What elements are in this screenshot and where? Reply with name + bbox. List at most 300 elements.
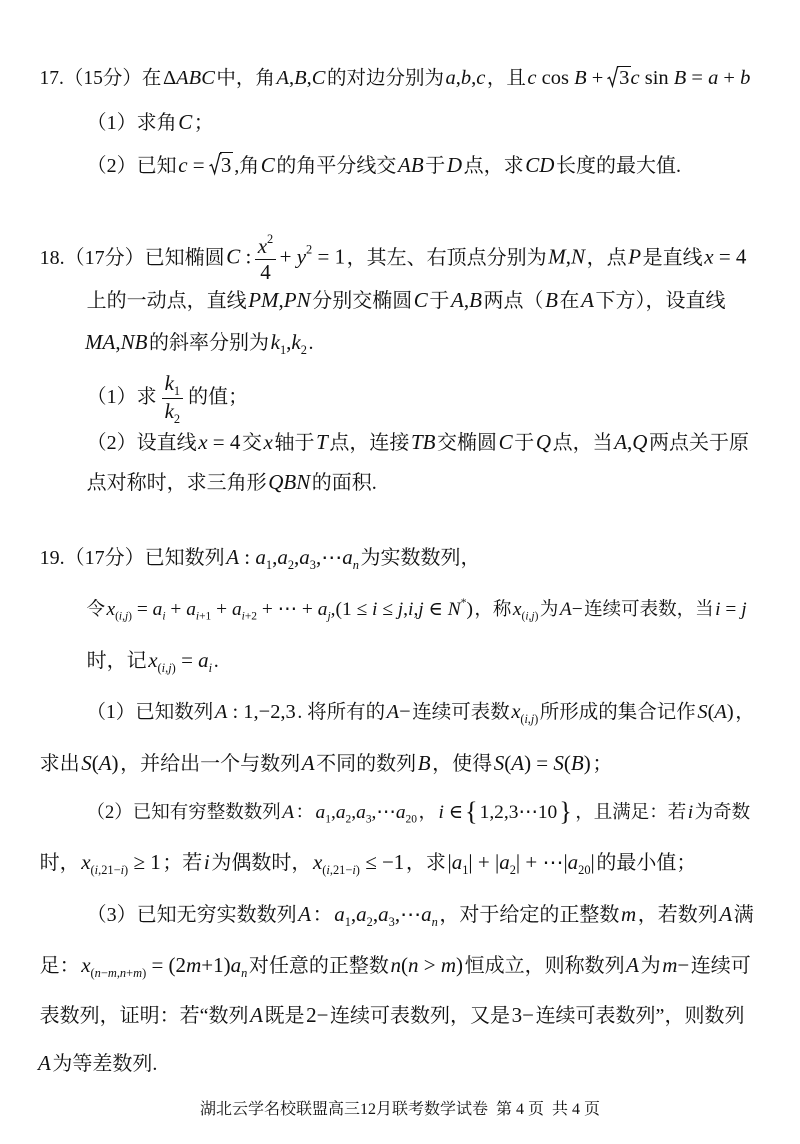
math-variable: n — [352, 557, 359, 572]
math-symbol: ,(1 ≤ — [330, 599, 372, 620]
math-symbol: , — [165, 660, 169, 675]
math-expression — [591, 850, 595, 874]
math-symbol: + — [211, 599, 232, 620]
text-run: ， — [418, 803, 437, 823]
math-symbol: − — [100, 965, 108, 980]
text-run: 求出 — [39, 753, 80, 775]
text-run: 所形成的集合记作 — [539, 702, 696, 723]
math-symbol: ( — [322, 862, 327, 877]
math-variable: j — [168, 660, 172, 675]
math-variable: B — [574, 67, 587, 89]
text-run: ；若 — [162, 852, 203, 874]
math-variable: C — [178, 110, 193, 134]
text-run: ，且 — [486, 68, 526, 89]
square-root — [607, 66, 630, 91]
math-expression — [312, 245, 345, 269]
math-symbol: > — [418, 953, 441, 977]
math-expression — [85, 330, 147, 354]
math-variable: B — [410, 153, 424, 177]
math-variable: j — [124, 610, 129, 623]
math-symbol: : — [240, 244, 252, 269]
math-symbol: 2 — [300, 342, 307, 357]
math-variable: j — [418, 599, 424, 620]
math-expression — [499, 430, 513, 454]
math-symbol: , — [627, 430, 633, 454]
math-variable: c — [178, 153, 188, 177]
math-symbol: 1 — [265, 557, 273, 572]
math-variable: S — [553, 751, 564, 775]
math-expression — [316, 430, 328, 454]
math-variable: A — [176, 67, 189, 89]
q19-part-3-line-1 — [85, 894, 762, 934]
subscript — [174, 384, 180, 398]
q17-part-1 — [85, 102, 762, 142]
math-variable: i — [408, 599, 414, 620]
q18-stem-line-3 — [85, 322, 762, 362]
math-expression — [525, 153, 554, 177]
math-variable: A — [298, 902, 312, 926]
text-run: （1）求 — [86, 386, 157, 409]
text-run: 足： — [39, 955, 80, 977]
text-run: 不同的数列 — [316, 753, 417, 775]
math-symbol: = — [686, 67, 709, 89]
text-run: 于 — [425, 155, 446, 177]
math-symbol: , — [455, 67, 461, 89]
math-symbol: 20 — [405, 813, 417, 826]
math-variable: x — [312, 850, 323, 874]
math-variable: a — [499, 850, 510, 874]
math-variable: i — [162, 610, 166, 623]
math-expression — [215, 701, 296, 723]
math-symbol: = 4 — [713, 244, 747, 269]
math-expression — [316, 545, 353, 569]
q19-part-1-line-1 — [85, 692, 762, 732]
math-variable: N — [571, 244, 586, 269]
math-symbol: − — [571, 599, 583, 620]
math-variable: a — [255, 545, 266, 569]
math-variable: i — [352, 862, 356, 877]
math-expression — [621, 902, 636, 926]
math-symbol: 1,2,3⋯10 — [479, 802, 558, 823]
math-symbol: , — [471, 67, 477, 89]
math-symbol: : 1,−2,3 — [227, 701, 296, 723]
math-symbol: | + ⋯| — [515, 850, 568, 874]
math-symbol: ( — [400, 953, 408, 977]
math-symbol: ) — [128, 610, 132, 623]
text-run: 为 — [640, 955, 661, 977]
math-expression — [446, 67, 486, 89]
math-symbol: ( — [91, 751, 99, 775]
math-variable: i — [372, 599, 378, 620]
math-variable: a — [198, 648, 209, 672]
q17-stem-line-1 — [38, 58, 762, 98]
math-variable: x — [512, 599, 522, 620]
math-expression — [560, 599, 583, 620]
set-brace: { — [465, 797, 478, 827]
math-expression — [626, 953, 639, 977]
math-symbol: = 1 — [312, 244, 346, 269]
text-run: ； — [592, 753, 613, 775]
math-expression — [536, 430, 551, 454]
math-expression — [178, 110, 192, 134]
math-variable: A — [626, 953, 639, 977]
math-variable: k — [291, 330, 301, 354]
text-run: ； — [193, 112, 214, 134]
text-run: ，且满足：若 — [575, 803, 687, 823]
math-variable: m — [133, 965, 143, 980]
math-variable: i — [241, 610, 245, 623]
math-symbol: ) — [534, 610, 539, 623]
subscript — [158, 661, 176, 675]
q19-part-1-line-2 — [38, 743, 762, 783]
math-variable: A — [214, 701, 228, 723]
math-symbol: ,⋯ — [315, 545, 343, 569]
q19-part-3-line-2 — [38, 945, 762, 985]
math-variable: a — [186, 599, 196, 620]
text-run: （3）已知无穷实数数列 — [86, 904, 297, 926]
math-symbol: 3− — [511, 1003, 534, 1027]
text-run: 两点关于原 — [649, 432, 750, 454]
math-symbol: ) — [583, 751, 591, 775]
math-symbol: 1 — [462, 862, 469, 877]
math-variable: D — [446, 153, 463, 177]
math-variable: a — [299, 545, 310, 569]
math-variable: i — [203, 850, 210, 874]
q19-part-2-line-1 — [85, 793, 762, 833]
subscript — [432, 915, 438, 929]
math-variable: A — [614, 430, 628, 454]
text-run: 长度的最大值. — [555, 155, 681, 177]
math-variable: i — [687, 802, 694, 823]
math-symbol: 1 — [344, 914, 351, 929]
math-symbol: * — [460, 596, 467, 609]
math-variable: i — [715, 599, 721, 620]
text-run: 于 — [514, 432, 535, 454]
math-expression — [334, 902, 345, 926]
math-variable: A — [581, 288, 594, 312]
math-expression — [390, 953, 463, 977]
text-run: 表数列，证明：若“数列 — [39, 1005, 249, 1027]
text-run: . 将所有的 — [297, 702, 386, 723]
radical-sign — [607, 66, 619, 88]
math-variable: S — [697, 701, 708, 723]
math-variable: a — [277, 545, 288, 569]
math-expression — [398, 153, 424, 177]
math-variable: i — [118, 610, 123, 623]
math-variable: n — [390, 953, 401, 977]
math-expression — [331, 599, 461, 620]
q19-stem-line-3 — [85, 640, 762, 680]
math-variable: a — [315, 802, 326, 823]
math-variable: k — [270, 330, 280, 354]
math-expression — [264, 430, 273, 454]
math-variable: m — [107, 965, 117, 980]
math-symbol: ≥ 1 — [128, 850, 161, 874]
math-function: sin — [644, 67, 669, 89]
text-run: 点对称时，求三角形 — [86, 472, 267, 494]
math-variable: n — [119, 965, 127, 980]
math-variable: A — [250, 1003, 263, 1027]
math-symbol: ( — [563, 751, 571, 775]
math-expression — [81, 953, 90, 977]
math-expression — [468, 850, 509, 874]
math-expression — [480, 802, 558, 823]
math-symbol: | — [590, 850, 595, 874]
math-symbol: = — [720, 599, 742, 620]
math-symbol: , — [403, 599, 409, 620]
text-run: （1）求角 — [86, 112, 177, 134]
q18-part-1 — [85, 371, 762, 427]
math-expression — [298, 902, 311, 926]
math-variable: M — [548, 244, 566, 269]
math-expression — [527, 67, 603, 89]
math-expression — [250, 1003, 263, 1027]
math-variable: a — [451, 850, 463, 874]
text-run: 连续可表数 — [412, 702, 510, 723]
math-symbol: 4 — [260, 260, 271, 285]
math-variable: Q — [268, 470, 284, 494]
math-expression — [294, 545, 310, 569]
math-symbol: 1 — [279, 342, 287, 357]
text-run: 是直线 — [642, 246, 703, 269]
math-expression — [688, 802, 693, 823]
math-expression — [447, 153, 462, 177]
math-expression — [513, 599, 522, 620]
math-expression — [163, 67, 215, 89]
math-variable: i — [195, 610, 200, 623]
math-symbol: ) — [111, 751, 119, 775]
math-expression — [302, 751, 315, 775]
text-run: 的最小值； — [596, 852, 697, 874]
text-run: ，点 — [586, 246, 627, 269]
math-variable: j — [530, 711, 535, 726]
math-variable: b — [740, 67, 751, 89]
math-variable: m — [186, 953, 202, 977]
math-expression — [697, 701, 733, 723]
math-symbol: 1 — [325, 813, 331, 826]
math-expression — [581, 288, 594, 312]
math-symbol: 2 — [267, 232, 274, 246]
math-symbol: ∈ — [423, 599, 448, 620]
math-symbol: , — [278, 288, 284, 312]
math-variable: C — [525, 153, 540, 177]
math-variable: B — [469, 288, 482, 312]
text-run: ，称 — [474, 600, 512, 620]
math-variable: i — [120, 862, 125, 877]
math-variable: T — [410, 430, 423, 454]
math-variable: a — [342, 545, 353, 569]
fraction-numerator — [255, 233, 275, 258]
math-expression — [373, 902, 389, 926]
math-expression — [662, 953, 689, 977]
math-expression — [81, 751, 118, 775]
math-symbol: ) — [124, 862, 129, 877]
math-variable: B — [545, 288, 558, 312]
math-variable: a — [378, 902, 389, 926]
math-symbol: ) — [355, 862, 360, 877]
math-expression — [128, 850, 161, 874]
math-symbol: , — [288, 67, 295, 89]
math-expression — [38, 1051, 51, 1075]
math-symbol: ( — [157, 660, 162, 675]
math-expression — [166, 599, 196, 620]
math-symbol: ,21− — [329, 862, 353, 877]
math-symbol: = — [175, 648, 199, 672]
math-symbol: ) — [455, 953, 463, 977]
text-run: ，对于给定的正整数 — [439, 904, 620, 926]
math-symbol: , — [528, 610, 532, 623]
math-variable: T — [316, 430, 328, 454]
math-symbol: ) — [142, 965, 147, 980]
q19-stem-line-2 — [85, 590, 762, 630]
math-function: cos — [541, 67, 569, 89]
math-symbol: ,21− — [98, 862, 121, 877]
math-symbol: ) = — [524, 751, 554, 775]
text-run: （2）已知有穷整数数列 — [86, 803, 281, 823]
math-symbol: − — [677, 953, 690, 977]
math-expression — [387, 701, 411, 723]
subscript — [406, 814, 417, 826]
math-expression — [516, 850, 578, 874]
math-expression — [438, 802, 463, 823]
math-symbol: , — [122, 610, 125, 623]
math-variable: x — [81, 953, 91, 977]
math-variable: A — [719, 902, 733, 926]
math-expression — [451, 288, 482, 312]
math-variable: i — [438, 802, 444, 823]
subscript — [91, 966, 147, 980]
text-run: ，使得 — [432, 753, 493, 775]
math-expression — [148, 648, 157, 672]
text-run: 18.（17分）已知椭圆 — [39, 246, 225, 269]
subscript — [301, 343, 307, 357]
subscript — [196, 611, 211, 623]
math-symbol: , — [116, 965, 120, 980]
math-expression — [631, 67, 751, 89]
math-variable: i — [161, 660, 166, 675]
math-variable: j — [531, 610, 535, 623]
math-variable: a — [356, 802, 366, 823]
text-run: 的斜率分别为 — [149, 332, 270, 354]
math-expression — [494, 751, 591, 775]
math-variable: m — [662, 953, 678, 977]
math-variable: x — [257, 233, 268, 258]
text-run: 于 — [429, 290, 450, 312]
math-expression — [715, 599, 746, 620]
math-variable: C — [226, 244, 241, 269]
text-run: 下方），设直线 — [595, 290, 726, 312]
q19-stem-line-1 — [38, 537, 762, 577]
math-symbol: , — [351, 802, 357, 823]
math-symbol: ( — [90, 965, 95, 980]
text-run: ，其左、右顶点分别为 — [346, 246, 547, 269]
math-variable: B — [422, 430, 436, 454]
math-variable: j — [327, 610, 331, 623]
math-variable: i — [326, 862, 330, 877]
q18-part-2-line-2 — [85, 462, 762, 502]
text-run: 恒成立，则称数列 — [464, 955, 625, 977]
math-variable: M — [261, 288, 279, 312]
math-expression — [548, 245, 585, 269]
math-variable: B — [673, 67, 687, 89]
q18-part-2-line-1 — [85, 422, 762, 462]
math-symbol: | + | — [468, 850, 500, 874]
text-run: 为奇数 — [694, 803, 751, 823]
math-variable: A — [511, 751, 525, 775]
text-run: 的对边分别为 — [326, 68, 444, 89]
math-symbol: , — [115, 330, 121, 354]
math-expression — [395, 902, 432, 926]
math-variable: i — [524, 711, 528, 726]
math-symbol: +2 — [244, 610, 258, 623]
subscript — [91, 863, 129, 877]
math-variable: A — [559, 599, 572, 620]
math-symbol: , — [272, 545, 278, 569]
math-symbol: | — [447, 850, 452, 874]
math-variable: A — [38, 1051, 51, 1075]
math-variable: n — [241, 965, 248, 980]
text-run: 连续可表数，当 — [584, 600, 714, 620]
math-symbol: ( — [521, 610, 526, 623]
math-symbol: ,⋯ — [394, 902, 422, 926]
math-symbol: 2− — [306, 1003, 329, 1027]
fraction-numerator — [162, 372, 182, 397]
text-run: 为实数数列， — [360, 547, 481, 569]
radical-sign — [209, 153, 221, 176]
math-variable: j — [741, 599, 747, 620]
math-symbol: ∈ — [443, 802, 464, 823]
math-variable: a — [231, 599, 242, 620]
math-variable: x — [263, 430, 273, 454]
math-variable: A — [386, 701, 400, 723]
math-symbol: ( — [707, 701, 715, 723]
q18-stem-line-2 — [85, 280, 762, 320]
math-symbol: ) — [534, 711, 539, 726]
math-symbol: 3 — [309, 557, 316, 572]
math-symbol: = (2 — [146, 953, 187, 977]
math-expression — [351, 902, 367, 926]
math-variable: S — [81, 751, 92, 775]
math-symbol: ,⋯ — [371, 802, 396, 823]
math-variable: c — [527, 67, 537, 89]
math-variable: a — [445, 67, 456, 89]
fraction — [162, 372, 182, 426]
math-variable: A — [226, 545, 240, 569]
text-run: 连续可表数列”，则数列 — [535, 1005, 745, 1027]
math-variable: B — [417, 751, 431, 775]
math-expression — [448, 850, 463, 874]
math-symbol: 3 — [388, 914, 395, 929]
math-expression — [165, 371, 174, 395]
math-expression — [466, 599, 472, 620]
math-variable: m — [620, 902, 637, 926]
text-run: （2）设直线 — [86, 432, 197, 454]
text-run: 17.（15分）在 — [39, 68, 162, 89]
text-run: 中，角 — [216, 68, 275, 89]
text-run: ，若数列 — [637, 904, 718, 926]
math-variable: x — [704, 244, 714, 269]
math-variable: x — [148, 648, 158, 672]
math-symbol: = — [187, 153, 205, 177]
subscript — [209, 661, 212, 675]
text-run: 对任意的正整数 — [248, 955, 389, 977]
math-variable: a — [152, 599, 163, 620]
math-variable: A — [98, 751, 112, 775]
math-symbol: +1) — [201, 953, 231, 977]
math-symbol: + ⋯ + — [257, 599, 318, 620]
math-expression — [719, 902, 732, 926]
text-run: 点，求 — [463, 155, 524, 177]
